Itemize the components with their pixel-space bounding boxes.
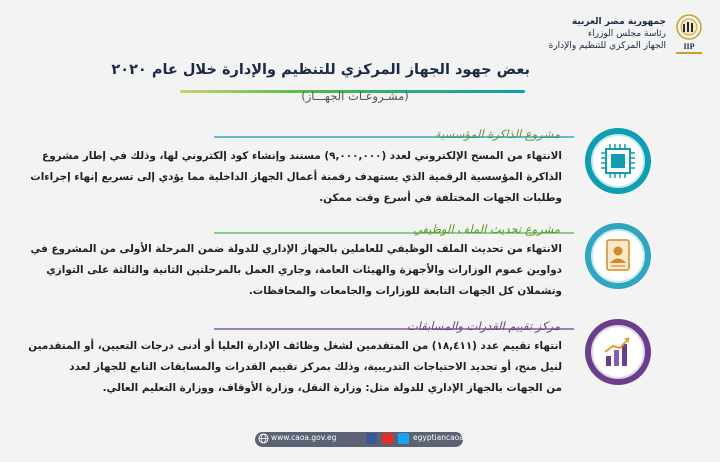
section-rule	[214, 232, 574, 234]
org-line-1: جمهورية مصر العربية	[571, 17, 666, 27]
org-line-3: الجهاز المركزي للتنظيم والإدارة	[548, 41, 666, 51]
section-body	[12, 146, 562, 209]
section-line: وطلبات الجهات المختلفة في أسرع وقت ممكن.	[319, 192, 562, 204]
section-line: الانتهاء من المسح الإلكتروني لعدد (٩,٠٠٠,٠٠٠) مستند وإنشاء كود إلكتروني لها، وذلك في إطار مشروع	[42, 150, 562, 162]
section-line: من الجهات بالجهاز الإداري للدولة مثل: وزارة النقل، وزارة الأوقاف، ووزارة التعليم العالي.	[102, 382, 562, 394]
growth-chart-icon	[582, 316, 654, 388]
page-subtitle: (مشـروعـات الجهـــاز)	[301, 89, 409, 103]
caoa-logo-icon	[672, 14, 706, 56]
section-title: مشروع تحديث الملف الوظيفي	[412, 222, 560, 236]
section-body	[12, 239, 562, 302]
section-rule	[214, 136, 574, 138]
page-title: بعض جهود الجهاز المركزي للتنظيم والإدارة خلال عام ٢٠٢٠	[111, 62, 530, 78]
section-title: مركز تقييم القدرات والمسابقات	[406, 319, 560, 333]
facebook-icon[interactable]	[366, 433, 377, 444]
section-title: مشروع الذاكرة المؤسسية	[434, 127, 560, 141]
org-line-2: رئاسة مجلس الوزراء	[587, 29, 666, 39]
chip-icon	[582, 125, 654, 197]
org-name-block	[516, 16, 666, 52]
section-line: الذاكرة المؤسسية الرقمية الذي يستهدف رقمنة أعمال الجهاز الداخلية مما يؤدي إلى تسريع إنهاء إجراءات	[30, 171, 562, 183]
section-rule	[214, 328, 574, 330]
section-line: الانتهاء من تحديث الملف الوظيفي للعاملين بالجهاز الإداري للدولة ضمن المرحلة الأولى من المشروع في	[30, 243, 562, 255]
section-body	[12, 336, 562, 399]
globe-icon	[258, 433, 269, 444]
profile-file-icon	[582, 220, 654, 292]
section-line: وتشملان كل الجهات التابعة للوزارات والجامعات والمحافظات.	[248, 285, 562, 297]
section-line: دواوين عموم الوزارات والأجهزة والهيئات العامة، وجاري العمل بالمرحلتين الثانية والثالثة على التوازي	[46, 264, 562, 276]
logo-label: IIP	[683, 42, 695, 51]
footer-social-handle[interactable]: egyptiancaoa	[413, 433, 464, 442]
section-line: لنيل منح، أو تحديد الاحتياجات التدريبية، وذلك بمركز تقييم القدرات والمسابقات التابع للجهاز لعدد	[69, 361, 562, 373]
youtube-icon[interactable]	[382, 433, 393, 444]
header-logo-block	[516, 14, 706, 56]
footer-website-link[interactable]: www.caoa.gov.eg	[271, 433, 337, 442]
twitter-icon[interactable]	[398, 433, 409, 444]
section-line: انتهاء تقييم عدد (١٨,٤١١) من المتقدمين لشغل وظائف الإدارة العليا أو أدنى درجات التعيين، أو المتقدمين	[28, 340, 562, 352]
